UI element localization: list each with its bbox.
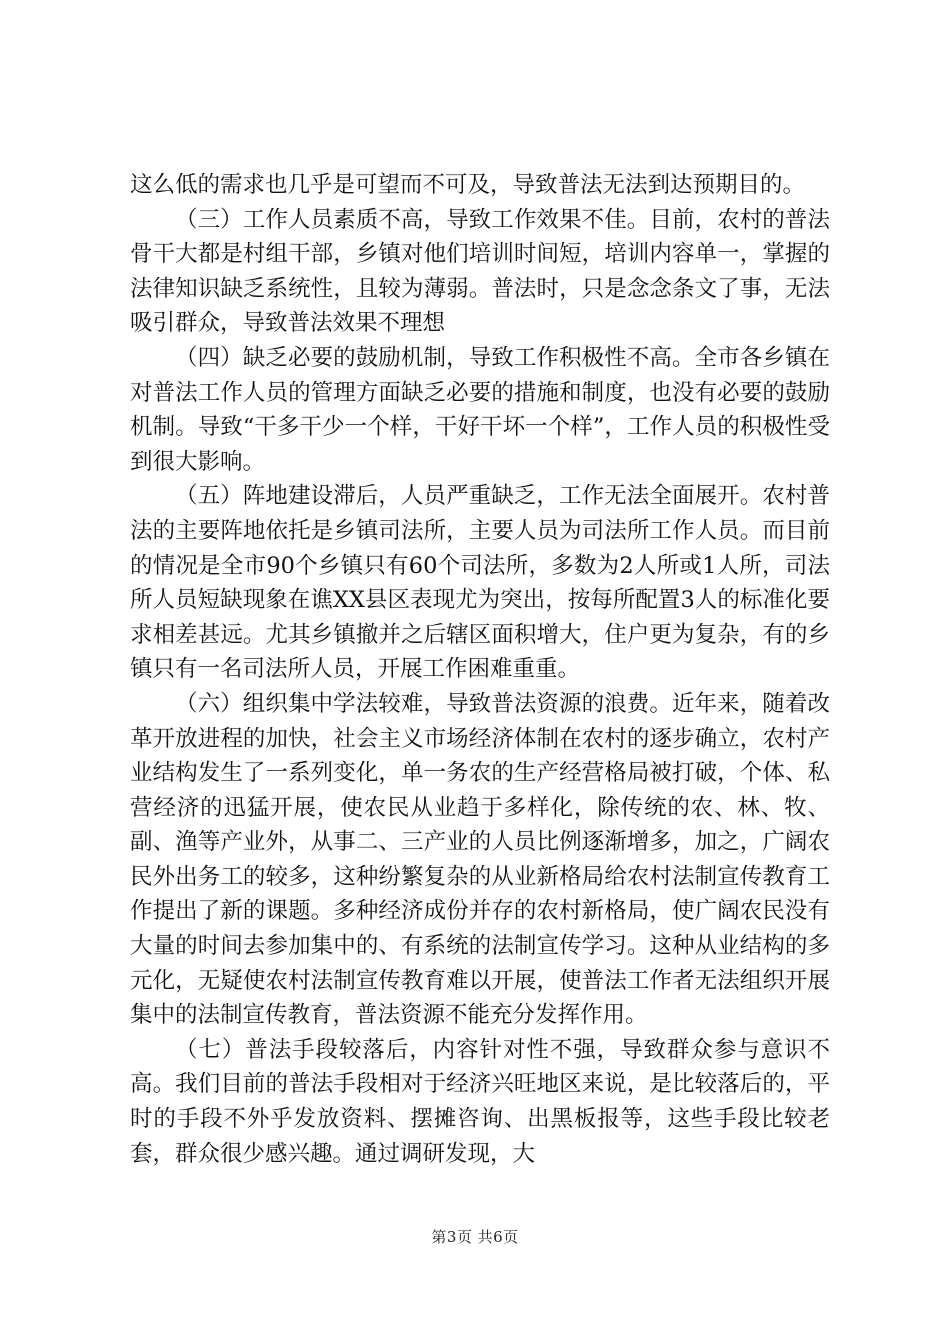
paragraph-continuation: 这么低的需求也几乎是可望而不可及，导致普法无法到达预期目的。 — [130, 172, 806, 198]
page-number-label: 第3页 共6页 — [431, 1228, 519, 1246]
page-footer — [0, 1226, 950, 1247]
document-body — [130, 168, 830, 1171]
paragraph-section-5: （五）阵地建设滞后，人员严重缺乏，工作无法全面展开。农村普法的主要阵地依托是乡镇司法所，主要人员为司法所工作人员。而目前的情况是全市90个乡镇只有60个司法所，多数为2人所或1人所，司法所人员短缺现象在谯XX县区表现尤为突出，按每所配置3人的标准化要求相差甚远。尤其乡镇撤并之后辖区面积增大，住户更为复杂，有的乡镇只有一名司法所人员，开展工作困难重重。 — [130, 483, 830, 683]
paragraph-section-4: （四）缺乏必要的鼓励机制，导致工作积极性不高。全市各乡镇在对普法工作人员的管理方面缺乏必要的措施和制度，也没有必要的鼓励机制。导致“干多干少一个样，干好干坏一个样”，工作人员的积极性受到很大影响。 — [130, 344, 830, 475]
paragraph-section-3: （三）工作人员素质不高，导致工作效果不佳。目前，农村的普法骨干大都是村组干部，乡镇对他们培训时间短，培训内容单一，掌握的法律知识缺乏系统性，且较为薄弱。普法时，只是念念条文了事，无法吸引群众，导致普法效果不理想 — [130, 206, 830, 337]
paragraph-section-6: （六）组织集中学法较难，导致普法资源的浪费。近年来，随着改革开放进程的加快，社会主义市场经济体制在农村的逐步确立，农村产业结构发生了一系列变化，单一务农的生产经营格局被打破，个体、私营经济的迅猛开展，使农民从业趋于多样化，除传统的农、林、牧、副、渔等产业外，从事二、三产业的人员比例逐渐增多，加之，广阔农民外出务工的较多，这种纷繁复杂的从业新格局给农村法制宣传教育工作提出了新的课题。多种经济成份并存的农村新格局，使广阔农民没有大量的时间去参加集中的、有系统的法制宣传学习。这种从业结构的多元化，无疑使农村法制宣传教育难以开展，使普法工作者无法组织开展集中的法制宣传教育，普法资源不能充分发挥作用。 — [130, 690, 830, 1029]
paragraph-section-7: （七）普法手段较落后，内容针对性不强，导致群众参与意识不高。我们目前的普法手段相对于经济兴旺地区来说，是比较落后的，平时的手段不外乎发放资料、摆摊咨询、出黑板报等，这些手段比较老套，群众很少感兴趣。通过调研发现，大 — [130, 1036, 830, 1167]
